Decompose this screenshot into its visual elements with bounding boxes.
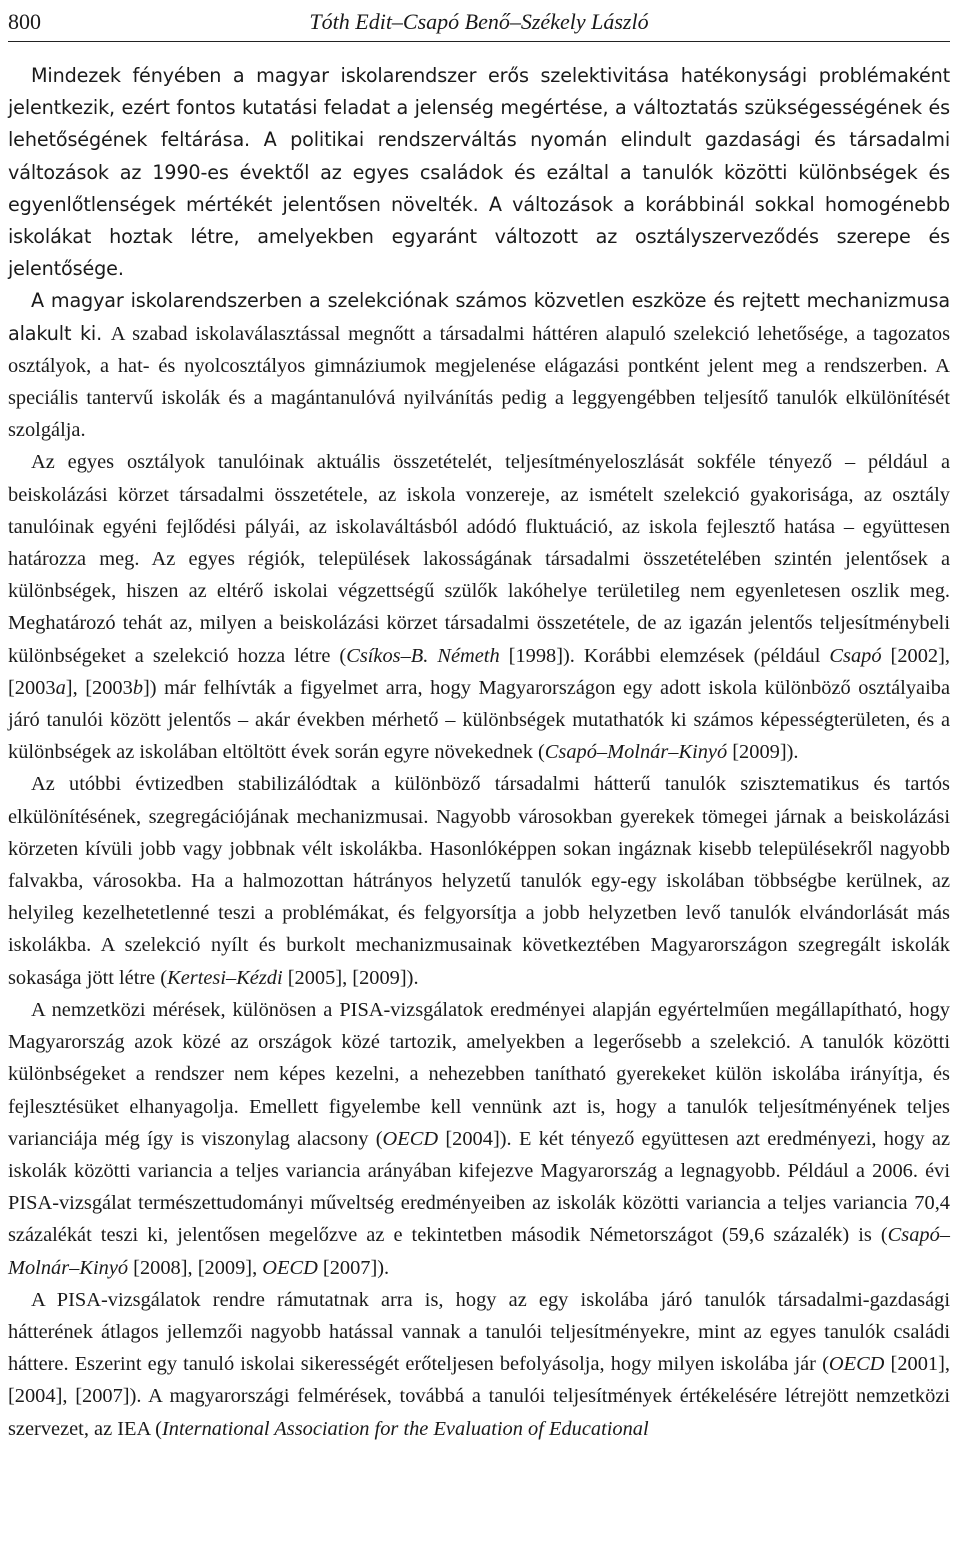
- running-title: Tóth Edit–Csapó Benő–Székely László: [309, 9, 649, 34]
- paragraph-3-text-c: [2002], [2003: [8, 644, 951, 699]
- citation-csapo-molnar-kinyo-2: Csapó–Molnár–Kinyó: [8, 1224, 950, 1279]
- page-number: 800: [8, 9, 41, 34]
- paragraph-3-text-e: ]) már felhívták a figyelmet arra, hogy Magyarországon egy adott iskola különböző osztályaiba járó tanulói között jelentős – akár években mérhető – különbségek mutathatók ki számos képességterületen, és a különbségek az iskolában eltöltött évek során egyre növekednek (: [8, 676, 950, 764]
- citation-oecd: OECD: [828, 1353, 885, 1376]
- paragraph-5-text-c: [2008], [2009],: [128, 1256, 263, 1279]
- paragraph-5-text-a: A nemzetközi mérések, különösen a PISA-vizsgálatok eredményei alapján egyértelműen megállapítható, hogy Magyarország azok közé az országok közé tartozik, amelyekben a legerősebb a szelekció. A tanulók közötti különbségeket a rendszer nem képes kezelni, a nehezebben tanítható gyerekeket külön iskolába irányítja, és fejlesztésüket elhanyagolja. Emellett figyelembe kell vennünk azt is, hogy a tanulók teljesítményének teljes varianciája még így is viszonylag alacsony (: [8, 998, 950, 1150]
- paragraph-4: [8, 768, 950, 993]
- citation-oecd-2004: OECD: [382, 1127, 439, 1150]
- paragraph-5: [8, 994, 950, 1284]
- paragraph-1-body: A politikai rendszerváltás nyomán elindult gazdasági és társadalmi változások az 1990-es évektől az egyes családok és ezáltal a tanulók közötti különbségek és egyenlőtlenségek mértékét jelentősen növelték. A változások a korábbinál sokkal homogénebb iskolákat hoztak létre, amelyekben egyaránt változott az osztályszerveződés szerepe és jelentősége.: [8, 128, 950, 281]
- citation-kertesi-kezdi: Kertesi–Kézdi: [167, 966, 283, 989]
- paragraph-2: [8, 285, 950, 446]
- paragraph-3-text-d: ], [2003: [65, 676, 133, 699]
- citation-csapo-molnar-kinyo: Csapó–Molnár–Kinyó: [544, 741, 728, 764]
- paragraph-2-body: A szabad iskolaválasztással megnőtt a társadalmi háttéren alapuló szelekció lehetősége, a tagozatos osztályok, a hat- és nyolcosztályos gimnáziumok megjelenése elágazási pontként jelent meg a rendszerben. A speciális tantervű iskolák és a magántanulóvá nyilvánítás pedig a leggyengébben teljesítő tanulók elkülönítését szolgálja.: [8, 322, 950, 442]
- paragraph-3: [8, 446, 950, 768]
- citation-suffix-b: b: [132, 676, 144, 699]
- paragraph-4-text-a: Az utóbbi évtizedben stabilizálódtak a különböző társadalmi hátterű tanulók szisztematikus és tartós elkülönítésének, szegregációjának mechanizmusai. Nagyobb városokban gyerekek tömegei járnak a beiskolázási körzeten kívüli jobb vagy jobbnak vélt iskolákba. Hasonlóképpen sokan ingáznak kisebb településekről nagyobb falvakba, városokba. Ha a halmozottan hátrányos helyzetű tanulók egy-egy iskolában többségbe kerülnek, az helyileg kezelhetetlenné teszi a problémákat, és felgyorsítja a jobb helyzetben levő tanulók elvándorlását más iskolákba. A szelekció nyílt és burkolt mechanizmusainak következtében Magyarországon szegregált iskolák sokasága jött létre (: [8, 773, 950, 989]
- citation-suffix-a: a: [55, 676, 66, 699]
- paragraph-1-intro: Mindezek fényében a magyar iskolarendszer erős szelektivitása hatékonysági problémaként jelentkezik, ezért fontos kutatási feladat a jelenség megértése, a változtatás szükségességének és lehetőségének feltárása.: [8, 64, 950, 152]
- paragraph-2-intro: A magyar iskolarendszerben a szelekciónak számos közvetlen eszköze és rejtett mechanizmusa alakult ki.: [8, 289, 950, 345]
- paragraph-5-text-d: [2007]).: [317, 1256, 390, 1279]
- citation-oecd-2007: OECD: [262, 1256, 318, 1279]
- paragraph-6: [8, 1284, 950, 1445]
- paragraph-5-text-b: [2004]). E két tényező együttesen azt eredményezi, hogy az iskolák közötti variancia a teljes variancia arányában kifejezve Magyarország a legnagyobb. Például a 2006. évi PISA-vizsgálat természettudományi műveltség eredményeiben az iskolák közötti variancia a teljes variancia 70,4 százalékát teszi ki, jelentősen megelőzve az e tekintetben második Németországot (59,6 százalék) is (: [8, 1127, 950, 1247]
- paragraph-1: [8, 60, 950, 285]
- paragraph-3-text-f: [2009]).: [727, 741, 799, 764]
- body-text: [8, 60, 950, 1445]
- citation-iea-name: International Association for the Evaluation of Educational: [161, 1417, 649, 1440]
- paragraph-6-text-a: A PISA-vizsgálatok rendre rámutatnak arra is, hogy az egy iskolába járó tanulók társadalmi-gazdasági hátterének átlagos jellemzői nagyobb hatással vannak a tanulói teljesítményekre, mint az egyes tanulók családi háttere. Eszerint egy tanuló iskolai sikerességét erőteljesen befolyásolja, hogy milyen iskolába jár (: [8, 1288, 950, 1376]
- citation-csikos-nemeth: Csíkos–B. Németh: [346, 644, 500, 667]
- citation-csapo: Csapó: [829, 644, 882, 667]
- paragraph-3-text-a: Az egyes osztályok tanulóinak aktuális összetételét, teljesítményeloszlását sokféle tényező – például a beiskolázási körzet társadalmi összetétele, az iskola vonzereje, az ismételt szelekció gyakorisága, az osztály tanulóinak egyéni fejlődési pályái, az iskolaváltásból adódó fluktuáció, az iskola fejlesztő hatása – együttesen határozza meg. Az egyes régiók, települések lakosságának társadalmi összetételében szintén jelentősek a különbségek, hiszen az eltérő iskolai végzettségű szülők lakóhelye területileg nem egyenletesen oszlik meg. Meghatározó tehát az, milyen a beiskolázási körzet társadalmi összetétele, de az igazán jelentős teljesítménybeli különbségeket a szelekció hozza létre (: [8, 451, 950, 667]
- paragraph-6-text-b: [2001], [2004], [2007]). A magyarországi felmérések, továbbá a tanulói teljesítmények értékelésére létrejött nemzetközi szervezet, az IEA (: [8, 1353, 950, 1440]
- paragraph-4-text-b: [2005], [2009]).: [282, 966, 419, 989]
- paragraph-3-text-b: [1998]). Korábbi elemzések (például: [499, 644, 830, 667]
- running-head: [8, 0, 950, 42]
